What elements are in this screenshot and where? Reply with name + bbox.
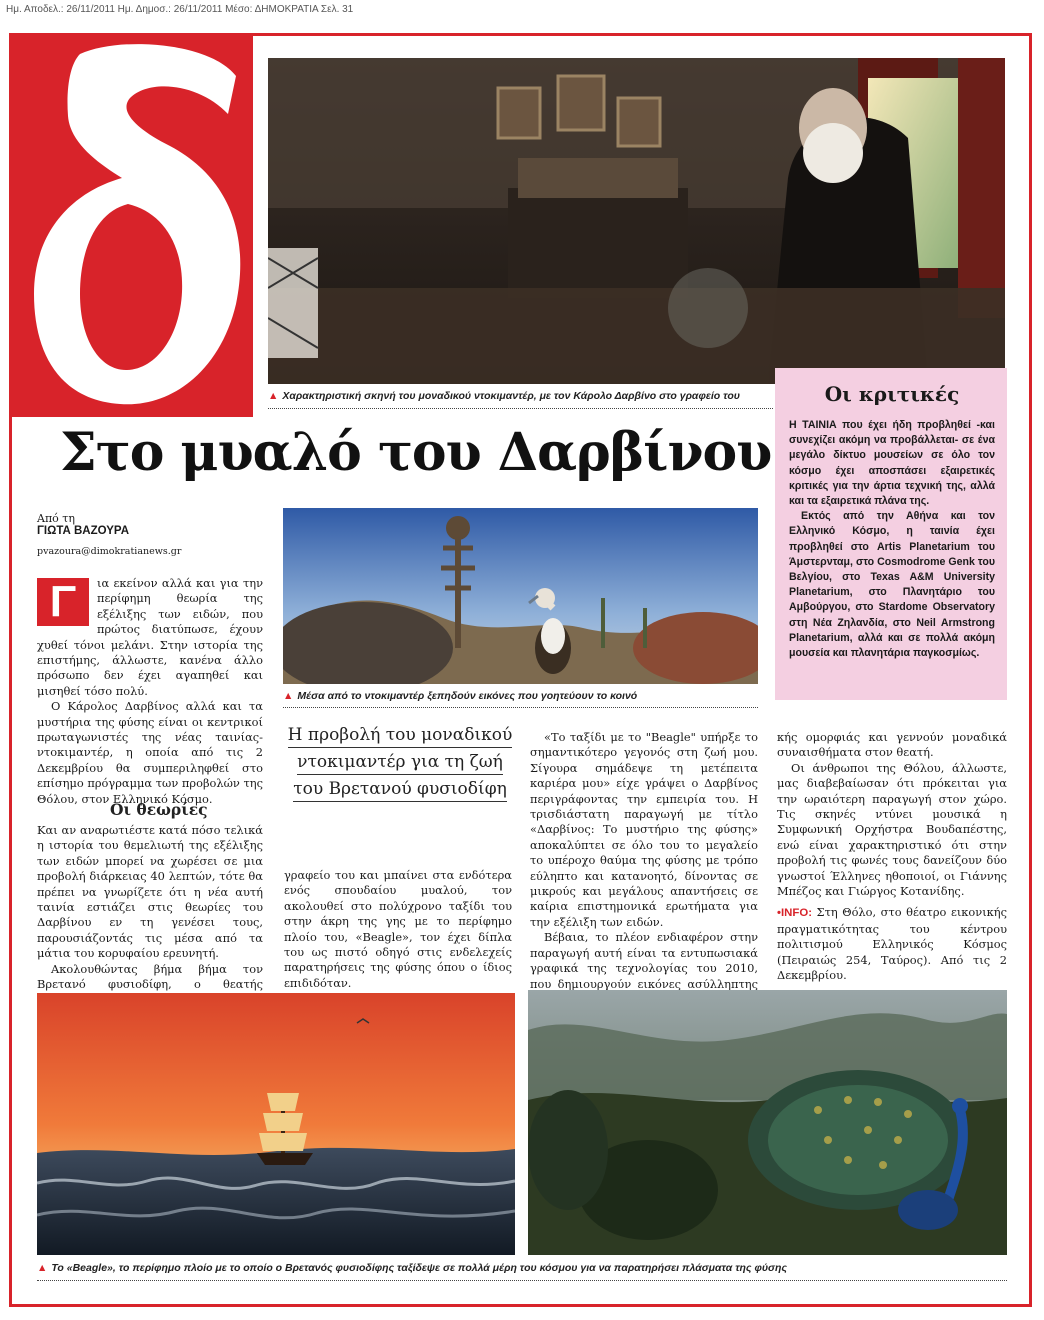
caption-divider [268,408,773,409]
info-paragraph [777,905,1007,983]
photo-beagle-ship [37,993,515,1255]
critics-paragraph: Η ΤΑΙΝΙΑ που έχει ήδη προβληθεί -και συνεχίζει ακόμη να προβάλλεται- σε ένα μεγάλο δίκτυο μουσείων σε όλο τον κόσμο έχει αποσπάσει εξαιρετικές κριτικές για την άρτια τεχνική της, αλλά και τα εξαιρετικά πλάνα της. [789,419,995,508]
caption-triangle-icon: ▲ [268,390,279,402]
byline-author: ΓΙΩΤΑ ΒΑΖΟΥΡΑ [37,525,130,537]
section-logo [10,36,253,417]
clipping-meta-line: Ημ. Αποδελ.: 26/11/2011 Ημ. Δημοσ.: 26/11/2011 Μέσο: ΔΗΜΟΚΡΑΤΙΑ Σελ. 31 [6,4,354,15]
article-column-2 [284,868,512,991]
photo-darwin-study [268,58,1005,384]
photo-booby-bird [283,508,758,684]
caption-triangle-icon: ▲ [283,690,294,702]
article-column-1 [37,576,263,807]
caption-bottom-photos: ▲ Το «Beagle», το περίφημο πλοίο με το οποίο ο Βρετανός φυσιοδίφης ταξίδεψε σε πολλά μέρη του κόσμου για να παρατηρήσει πλάσματα της φύσης [37,1262,788,1274]
drop-cap: Γ [37,578,89,626]
pull-quote: Η προβολή του μοναδικού ντοκιμαντέρ για τη ζωή του Βρετανού φυσιοδίφη [282,722,518,803]
body-paragraph: Οι άνθρωποι της Θόλου, άλλωστε, μας διαβεβαίωσαν ότι πρόκειται για την ωραιότερη παραγωγή στον χώρο. Τις σκηνές ντύνει μουσικά η Συμφωνική Ορχήστρα Βουδαπέστης, ενώ είναι χαρακτηριστικό ότι στην προβολή τις φωνές τους δανείζουν δύο γνωστοί Έλληνες ηθοποιοί, οι Γιάννης Μπέζος και Γιώργος Κοτανίδης. [777,760,1007,899]
body-paragraph: ια εκείνον αλλά και για την περίφημη θεωρία της εξέλιξης των ειδών, που πρώτος διατύπωσε, έχουν χυθεί τόνοι μελάνι. Στην ιστορία της επιστήμης, άλλωστε, κανένα άλλο πρόσωπο δεν έχει αγαπηθεί και μισηθεί τόσο πολύ. [37,576,263,698]
photo-peacock [528,990,1007,1255]
body-paragraph: Και αν αναρωτιέστε κατά πόσο τελικά η ιστορία του θεμελιωτή της εξέλιξης των ειδών μπορεί να χωρέσει σε μια προβολή διάρκειας 40 λεπτών, τότε θα πρέπει να γνωρίζετε ότι η νέα αυτή ταινία εστιάζει στις θεωρίες του Δαρβίνου εν τη γενέσει τους, παρουσιάζοντάς τις μέσα από τα μάτια του κορυφαίου ερευνητή. [37,823,263,961]
subhead-theories: Οι θεωρίες [110,800,208,819]
caption-divider [283,707,758,708]
caption-triangle-icon: ▲ [37,1262,48,1274]
caption-top-photo: ▲ Χαρακτηριστική σκηνή του μοναδικού ντοκιμαντέρ, με τον Κάρολο Δαρβίνο στο γραφείο του [268,390,741,402]
article-column-1-cont [37,823,263,1008]
byline-prefix: Από τη [37,512,75,525]
article-column-3 [530,730,758,1007]
critics-sidebar [775,368,1007,700]
critics-title: Οι κριτικές [824,382,960,406]
body-paragraph: Ακολουθώντας βήμα βήμα τον Βρετανό φυσιοδίφη, ο θεατής [37,961,263,992]
body-paragraph: κής ομορφιάς και γεννούν μοναδικά συναισθήματα στον θεατή. [777,730,1007,760]
article-headline: Στο μυαλό του Δαρβίνου [60,422,772,483]
byline-email: pvazoura@dimokratianews.gr [37,546,182,557]
caption-middle-photo: ▲ Μέσα από το ντοκιμαντέρ ξεπηδούν εικόνες που γοητεύουν το κοινό [283,690,638,702]
body-paragraph: Ο Κάρολος Δαρβίνος αλλά και τα μυστήρια της φύσης είναι οι κεντρικοί πρωταγωνιστές της νέας ταινίας-ντοκιμαντέρ, η οποία από τις 2 Δεκεμβρίου θα συμπεριληφθεί στο επίσημο πρόγραμμα των προβολών της Θόλου, στον Ελληνικό Κόσμο. [37,699,263,806]
delta-glyph-icon [10,36,253,417]
article-column-4 [777,730,1007,984]
body-paragraph: «Το ταξίδι με το "Beagle" υπήρξε το σημαντικότερο γεγονός στη ζωή μου. Σίγουρα σημάδεψε τη μετέπειτα καριέρα μου» είχε γράψει ο Δαρβίνος περιγράφοντας την εμπειρία του. Η τρισδιάστατη παραγωγή με τίτλο «Δαρβίνος: Το μυστήριο της φύσης» αποκαλύπτει σε όλο του το μεγαλείο το υπέροχο θαύμα της φύσης με τρόπο εύληπτο και κατανοητό, δίνοντας σε μικρούς και μεγάλους απαντήσεις σε καίρια επιστημονικά ερωτήματα για την εξέλιξη των ειδών. [530,730,758,929]
caption-divider [37,1280,1007,1281]
info-text: Στη Θόλο, στο θέατρο εικονικής πραγματικότητας του κέντρου πολιτισμού Ελληνικός Κόσμος (Πειραιώς 254, Ταύρος). Από τις 2 Δεκεμβρίου. [777,905,1007,983]
body-paragraph: γραφείο του και μπαίνει στα ενδότερα ενός σπουδαίου μυαλού, τον ακολουθεί στο πολύχρονο ταξίδι του στην άκρη της γης με το περίφημο πλοίο του, «Beagle», τον έχει δίπλα του ως πιστό οδηγό στις ενδελεχείς παρατηρήσεις της φύσης όπου ο ίδιος επιδιδόταν. [284,868,512,990]
info-label: •INFO: [777,907,812,920]
body-paragraph: Βέβαια, το πλέον ενδιαφέρον στην παραγωγή αυτή είναι τα εντυπωσιακά γραφικά της τεχνολογίας του 2010, που δημιουργούν εικόνες ασύλληπτης [530,930,758,991]
critics-paragraph: Εκτός από την Αθήνα και τον Ελληνικό Κόσμο, η ταινία έχει προβληθεί στο Artis Planetarium του Άμστερνταμ, στο Cosmodrome Genk του Βελγίου, στο Texas A&M University Planetarium, στο Πλανητάριο του Αμβούργου, στο Stardome Observatory στη Νέα Ζηλανδία, στο Neil Armstrong Planetarium, αλλά και σε πολλά ακόμη μουσεία και πλανητάρια παγκοσμίως. [789,510,995,660]
